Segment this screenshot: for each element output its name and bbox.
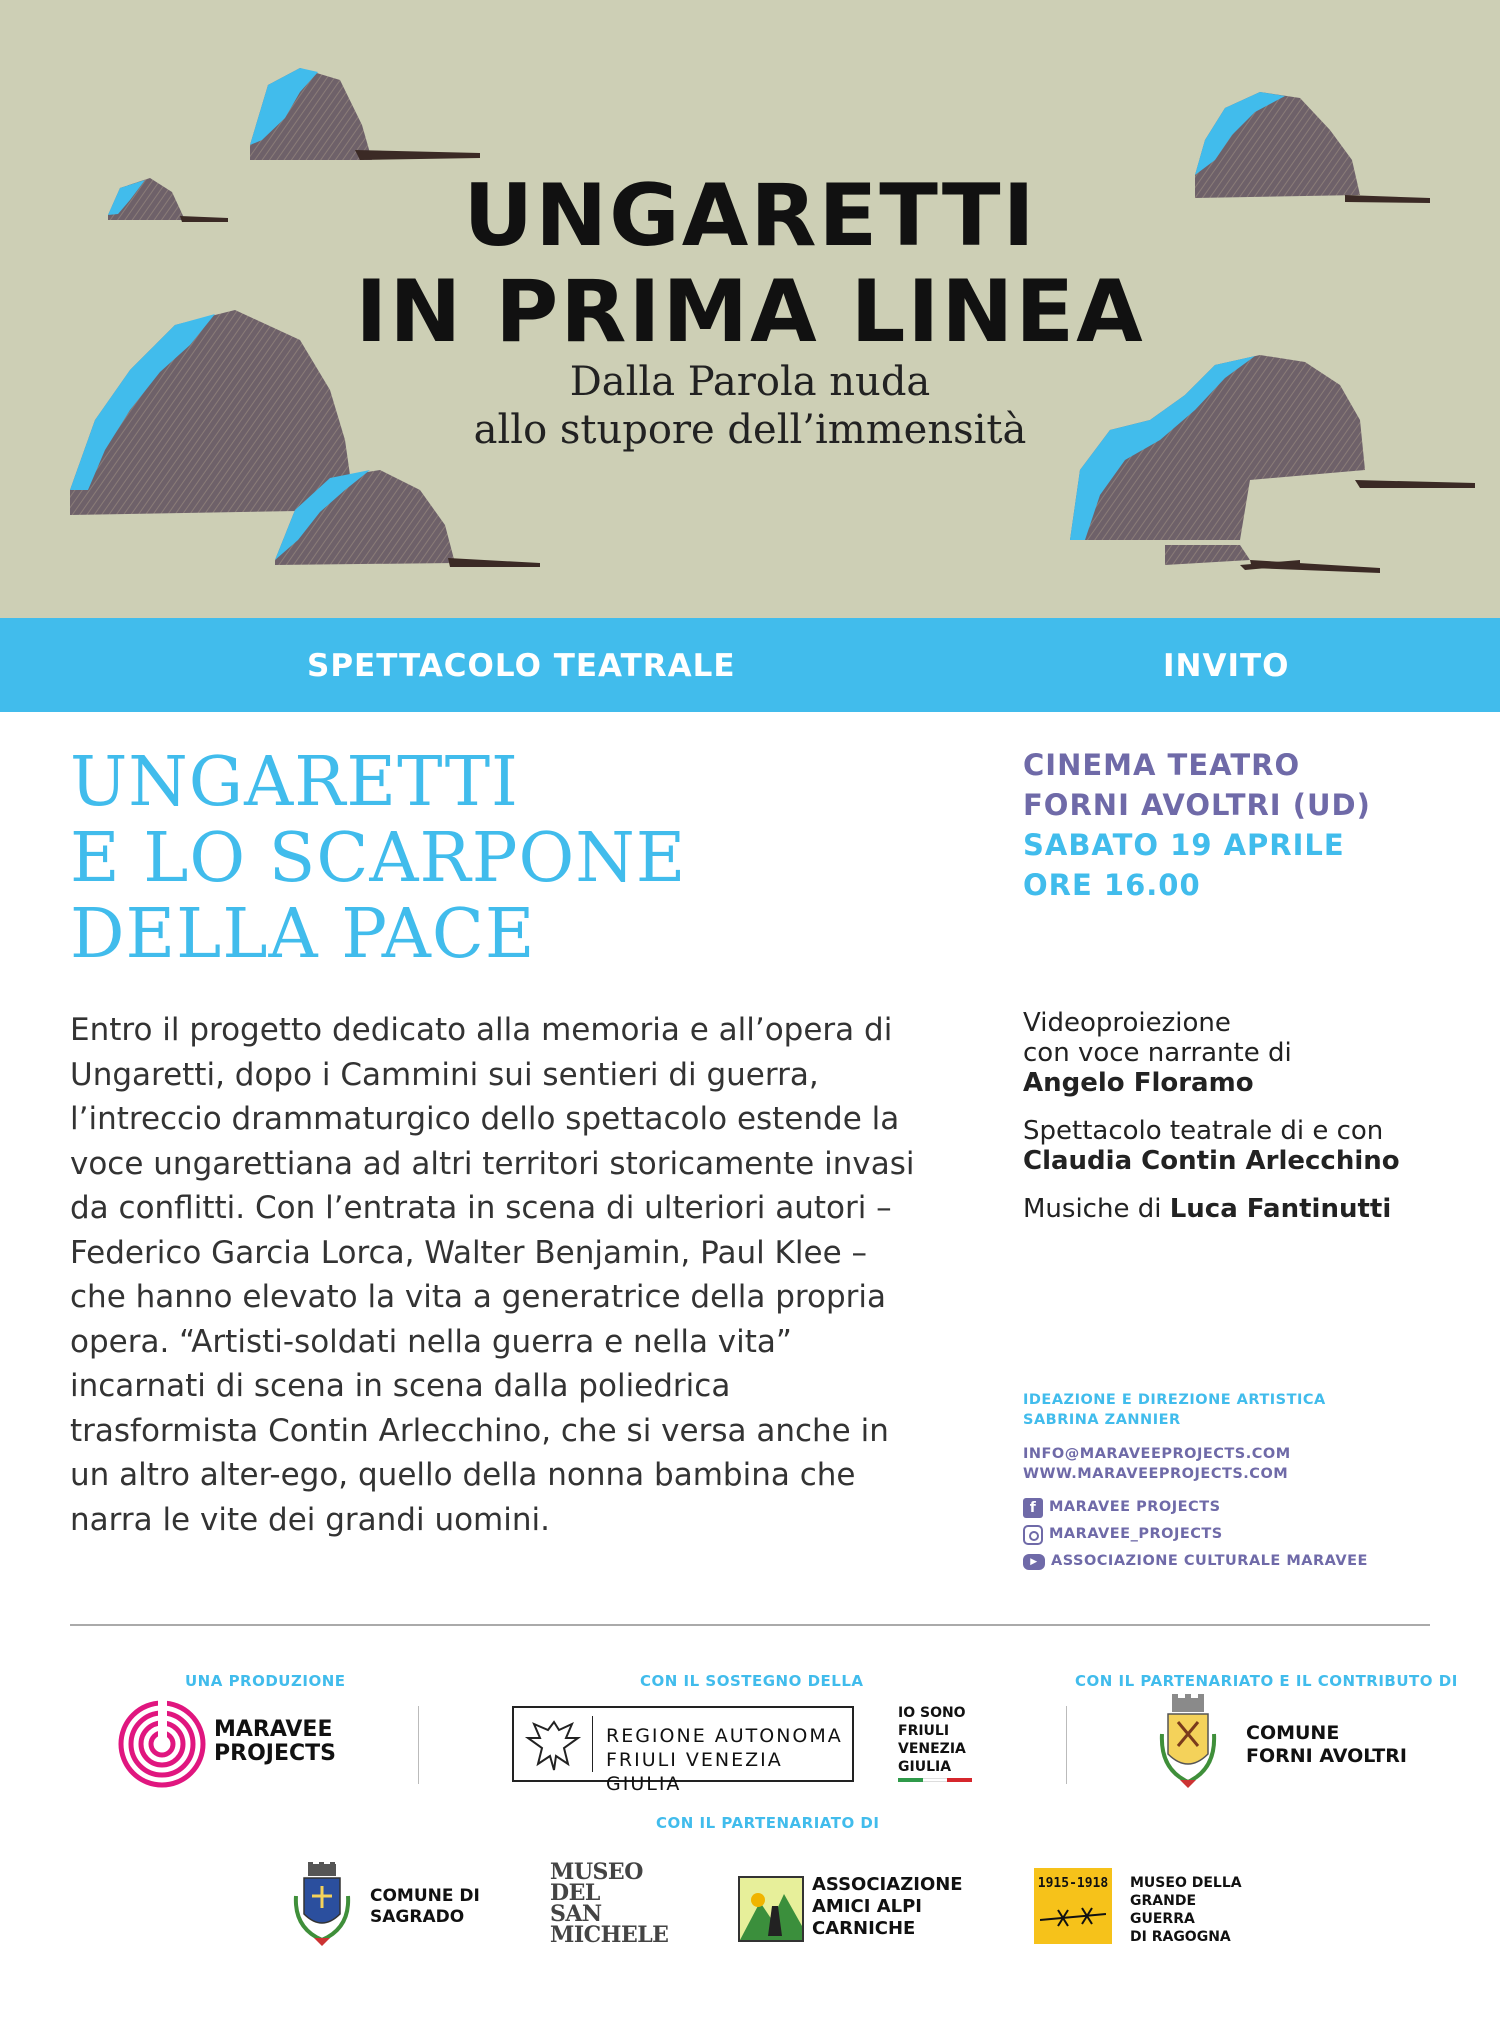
- regione-line1: REGIONE AUTONOMA: [606, 1725, 843, 1747]
- ragogna-line4: DI RAGOGNA: [1130, 1929, 1231, 1945]
- alpi-line2: AMICI ALPI: [812, 1896, 923, 1917]
- event-subtitle-line1: Dalla Parola nuda: [569, 359, 931, 405]
- category-label: SPETTACOLO TEATRALE: [307, 648, 736, 684]
- venue-location: FORNI AVOLTRI (UD): [1023, 788, 1371, 822]
- partnership-contrib-label: CON IL PARTENARIATO E IL CONTRIBUTO DI: [1075, 1672, 1458, 1690]
- credit-video-label1: Videoproiezione: [1023, 1008, 1231, 1038]
- hero-banner: [0, 0, 1500, 618]
- ideation-name: SABRINA ZANNIER: [1023, 1412, 1181, 1428]
- contact-info: [1023, 1390, 1368, 1575]
- credits: [1023, 1008, 1400, 1242]
- regione-fvg-logo: [512, 1706, 854, 1795]
- ragogna-line3: GUERRA: [1130, 1911, 1195, 1927]
- regione-text: [606, 1724, 852, 1796]
- youtube-icon: ▶: [1023, 1554, 1045, 1570]
- instagram-label: MARAVEE_PROJECTS: [1049, 1526, 1223, 1542]
- museo-sm-line4: MICHELE: [550, 1922, 669, 1948]
- ragogna-logo-text: [1130, 1874, 1242, 1946]
- forni-line2: FORNI AVOLTRI: [1246, 1745, 1407, 1767]
- credit-music-label: Musiche di: [1023, 1194, 1170, 1224]
- event-title: [0, 168, 1500, 360]
- venue-info: [1023, 745, 1371, 905]
- ragogna-badge-years: 1915-1918: [1037, 1876, 1109, 1891]
- credit-video: [1023, 1008, 1400, 1098]
- io-sono-fvg-logo: [898, 1704, 966, 1776]
- event-subtitle-line2: allo stupore dell’immensità: [473, 407, 1027, 453]
- partnership-label: CON IL PARTENARIATO DI: [656, 1814, 880, 1832]
- event-title-line2: IN PRIMA LINEA: [355, 262, 1145, 362]
- sagrado-crest-icon: [292, 1862, 352, 1948]
- regione-divider: [592, 1716, 593, 1772]
- show-title: [70, 745, 686, 973]
- eagle-icon: [524, 1716, 584, 1774]
- credit-video-name: Angelo Floramo: [1023, 1068, 1254, 1098]
- maravee-line1: MARAVEE: [214, 1717, 333, 1742]
- credit-video-label2: con voce narrante di: [1023, 1038, 1292, 1068]
- youtube-label: ASSOCIAZIONE CULTURALE MARAVEE: [1051, 1553, 1368, 1569]
- credit-music-name: Luca Fantinutti: [1169, 1194, 1392, 1224]
- forni-line1: COMUNE: [1246, 1722, 1340, 1744]
- event-date: SABATO 19 APRILE: [1023, 828, 1345, 862]
- iosono-line2: FRIULI: [898, 1723, 950, 1739]
- facebook-icon: f: [1023, 1498, 1043, 1518]
- footer-divider: [70, 1624, 1430, 1626]
- event-time: ORE 16.00: [1023, 868, 1201, 902]
- ragogna-line2: GRANDE: [1130, 1893, 1197, 1909]
- sagrado-line2: SAGRADO: [370, 1907, 465, 1927]
- production-label: UNA PRODUZIONE: [185, 1672, 346, 1690]
- ideation-label: IDEAZIONE E DIREZIONE ARTISTICA: [1023, 1392, 1326, 1408]
- credit-show-label: Spettacolo teatrale di e con: [1023, 1116, 1384, 1146]
- museo-sm-line3: SAN: [550, 1901, 602, 1927]
- facebook-link[interactable]: [1023, 1494, 1368, 1521]
- barbed-wire-icon: [1040, 1902, 1106, 1934]
- show-title-line1: UNGARETTI: [70, 743, 519, 822]
- category-band: [0, 618, 1500, 712]
- maravee-logo-text: [214, 1718, 336, 1766]
- museo-sm-line1: MUSEO: [550, 1859, 643, 1885]
- invite-label: INVITO: [1163, 648, 1290, 684]
- instagram-link[interactable]: [1023, 1521, 1368, 1548]
- italy-flag-stripe: [898, 1778, 972, 1782]
- show-description: Entro il progetto dedicato alla memoria e all’opera di Ungaretti, dopo i Cammini sui sentieri di guerra, l’intreccio drammaturgico dello spettacolo estende la voce ungarettiana ad altri territori storicamente invasi da conflitti. Con l’entrata in scena di ulteriori autori – Federico Garcia Lorca, Walter Benjamin, Paul Klee – che hanno elevato la vita a generatrice della propria opera. “Artisti-soldati nella guerra e nella vita” incarnati di scena in scena dalla poliedrica trasformista Contin Arlecchino, che si versa anche in un altro alter-ego, quello della nonna bambina che narra le vite dei grandi uomini.: [70, 1012, 915, 1538]
- credit-show: [1023, 1116, 1400, 1176]
- ragogna-line1: MUSEO DELLA: [1130, 1875, 1242, 1891]
- museo-san-michele-logo: [550, 1859, 669, 1948]
- iosono-line3: VENEZIA: [898, 1741, 966, 1757]
- event-subtitle: [0, 358, 1500, 454]
- sagrado-line1: COMUNE DI: [370, 1886, 480, 1906]
- rock-top-left: [250, 68, 480, 160]
- forni-avoltri-crest-icon: [1158, 1694, 1218, 1790]
- maravee-line2: PROJECTS: [214, 1741, 336, 1766]
- sagrado-logo-text: [370, 1886, 480, 1928]
- forni-avoltri-logo-text: [1246, 1722, 1407, 1768]
- footer-separator: [1066, 1706, 1067, 1784]
- museo-sm-line2: DEL: [550, 1880, 600, 1906]
- ragogna-museum-badge: [1034, 1868, 1112, 1944]
- iosono-line4: GIULIA: [898, 1759, 952, 1775]
- event-title-line1: UNGARETTI: [463, 166, 1037, 266]
- credit-music: [1023, 1194, 1400, 1224]
- youtube-link[interactable]: [1023, 1548, 1368, 1575]
- email-link[interactable]: INFO@MARAVEEPROJECTS.COM: [1023, 1446, 1291, 1462]
- show-title-line3: DELLA PACE: [70, 895, 536, 974]
- credit-show-name: Claudia Contin Arlecchino: [1023, 1146, 1400, 1176]
- venue-name: CINEMA TEATRO: [1023, 748, 1301, 782]
- maravee-logo-icon: [118, 1700, 206, 1788]
- website-link[interactable]: WWW.MARAVEEPROJECTS.COM: [1023, 1466, 1289, 1482]
- iosono-line1: IO SONO: [898, 1705, 966, 1721]
- facebook-label: MARAVEE PROJECTS: [1049, 1499, 1221, 1515]
- support-label: CON IL SOSTEGNO DELLA: [640, 1672, 864, 1690]
- alpi-line3: CARNICHE: [812, 1918, 916, 1939]
- footer-separator: [418, 1706, 419, 1784]
- alpi-line1: ASSOCIAZIONE: [812, 1874, 963, 1895]
- show-title-line2: E LO SCARPONE: [70, 819, 687, 898]
- amici-alpi-carniche-icon: [738, 1876, 804, 1942]
- instagram-icon: [1023, 1525, 1043, 1545]
- amici-alpi-logo-text: [812, 1874, 963, 1940]
- regione-line2: FRIULI VENEZIA GIULIA: [606, 1749, 783, 1795]
